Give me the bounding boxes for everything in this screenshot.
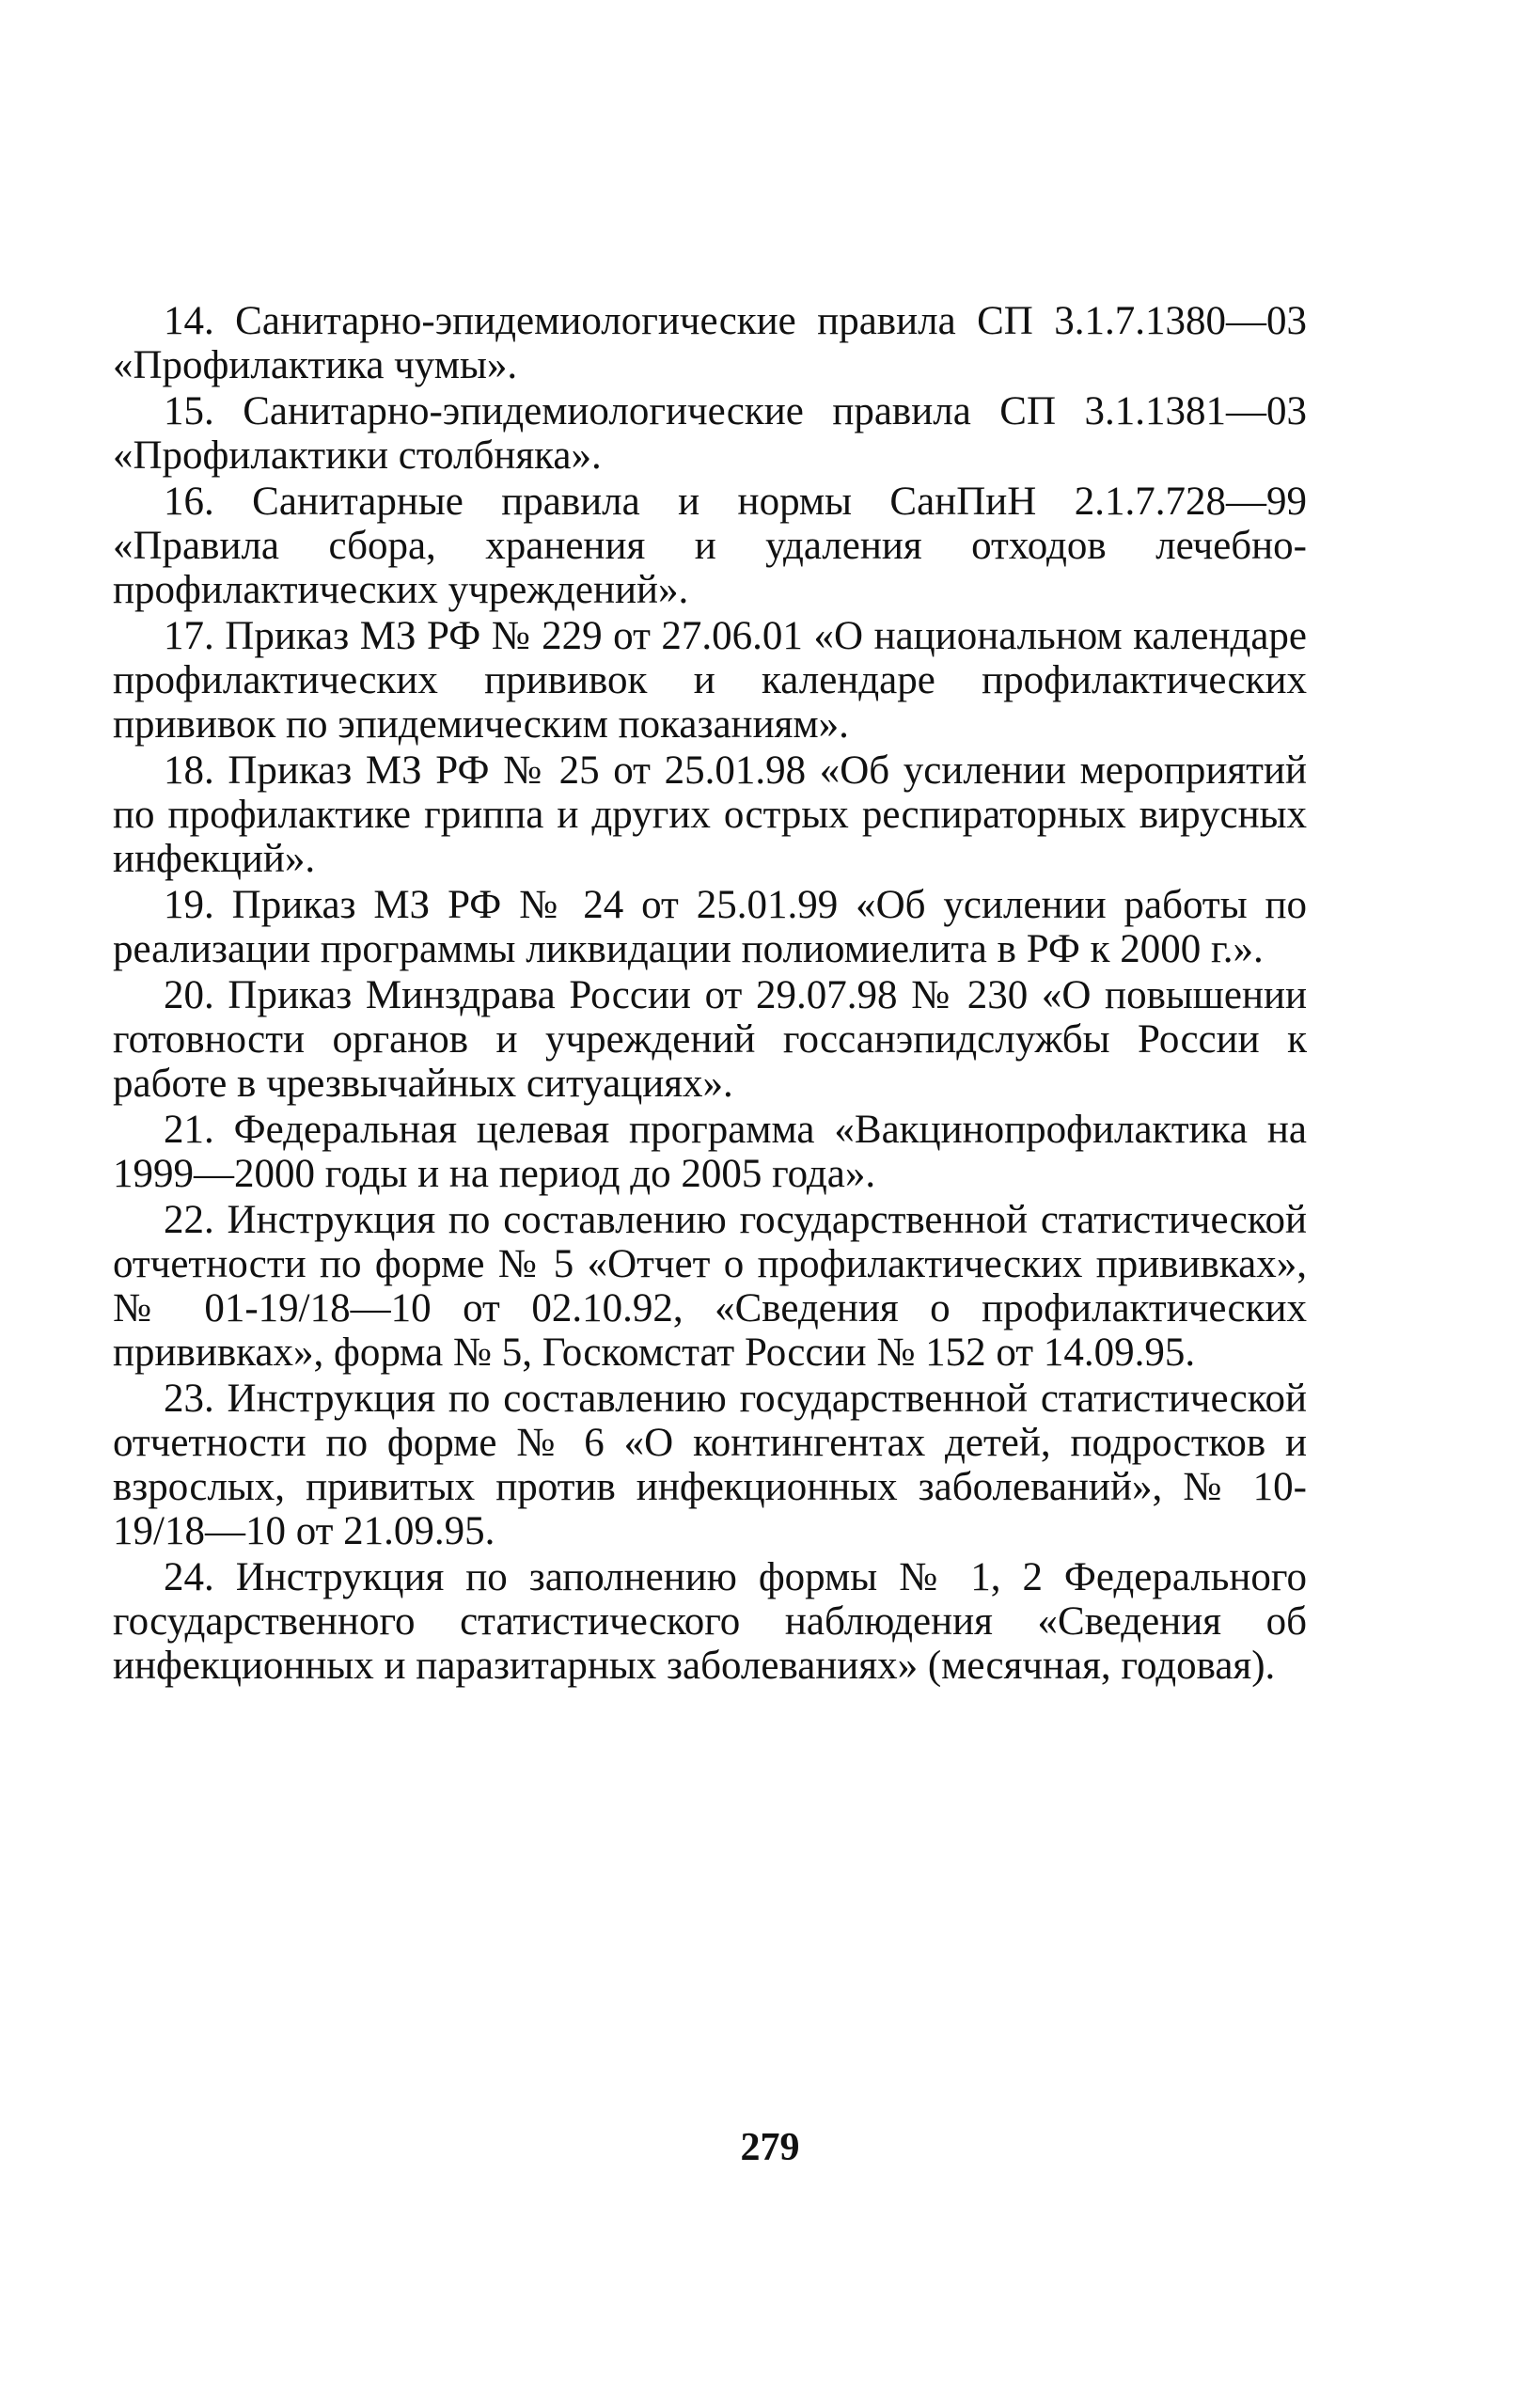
list-item: 21. Федеральная целевая программа «Вакцинопрофилактика на 1999—2000 годы и на период до 2005 года». [113, 1108, 1307, 1196]
list-item: 16. Санитарные правила и нормы СанПиН 2.1.7.728—99 «Правила сбора, хранения и удаления отходов лечебно-профилактических учреждений». [113, 480, 1307, 612]
list-item: 20. Приказ Минздрава России от 29.07.98 № 230 «О повышении готовности органов и учреждений госсанэпидслужбы России к работе в чрезвычайных ситуациях». [113, 973, 1307, 1106]
list-item: 18. Приказ МЗ РФ № 25 от 25.01.98 «Об усилении мероприятий по профилактике гриппа и других острых респираторных вирусных инфекций». [113, 748, 1307, 881]
list-item: 15. Санитарно-эпидемиологические правила СП 3.1.1381—03 «Профилактики столбняка». [113, 389, 1307, 478]
list-item: 19. Приказ МЗ РФ № 24 от 25.01.99 «Об усилении работы по реализации программы ликвидации полиомиелита в РФ к 2000 г.». [113, 883, 1307, 971]
list-item: 24. Инструкция по заполнению формы № 1, 2 Федерального государственного статистического наблюдения «Сведения об инфекционных и паразитарных заболеваниях» (месячная, годовая). [113, 1555, 1307, 1688]
list-item: 23. Инструкция по составлению государственной статистической отчетности по форме № 6 «О контингентах детей, подростков и взрослых, привитых против инфекционных заболеваний», № 10-19/18—10 от 21.09.95. [113, 1377, 1307, 1553]
reference-list [113, 299, 1307, 1690]
list-item: 22. Инструкция по составлению государственной статистической отчетности по форме № 5 «Отчет о профилактических прививках», № 01-19/18—10 от 02.10.92, «Сведения о профилактических прививках», форма № 5, Госкомстат России № 152 от 14.09.95. [113, 1198, 1307, 1375]
list-item: 14. Санитарно-эпидемиологические правила СП 3.1.7.1380—03 «Профилактика чумы». [113, 299, 1307, 387]
list-item: 17. Приказ МЗ РФ № 229 от 27.06.01 «О национальном календаре профилактических прививок и календаре профилактических прививок по эпидемическим показаниям». [113, 614, 1307, 747]
page-number: 279 [740, 2126, 800, 2169]
